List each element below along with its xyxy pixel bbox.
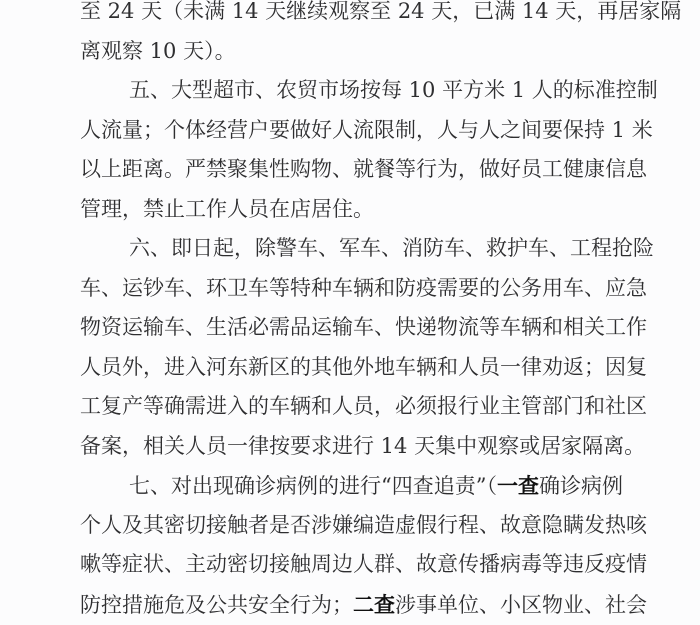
text-segment: 确诊病例 <box>538 474 623 498</box>
text-line: 工复产等确需进入的车辆和人员，必须报行业主管部门和社区 <box>80 394 647 418</box>
document-body <box>80 0 682 624</box>
text-line <box>80 585 647 625</box>
text-line: 备案，相关人员一律按要求进行 14 天集中观察或居家隔离。 <box>80 433 646 458</box>
paragraph-six-start: 六、即日起，除警车、军车、消防车、救护车、工程抢险 <box>129 236 654 260</box>
text-line: 嗽等症状、主动密切接触周边人群、故意传播病毒等违反疫情 <box>80 552 647 576</box>
text-line: 车、运钞车、环卫车等特种车辆和防疫需要的公务用车、应急 <box>80 275 647 300</box>
text-segment: 七、对出现确诊病例的进行“四查追责”（ <box>129 474 497 498</box>
text-line: 至 24 天（未满 14 天继续观察至 24 天，已满 14 天，再居家隔 <box>80 0 682 23</box>
paragraph-seven-start <box>80 466 623 506</box>
bold-term: 二查 <box>353 591 395 617</box>
text-line: 物资运输车、生活必需品运输车、快递物流等车辆和相关工作 <box>80 315 647 339</box>
text-line: 离观察 10 天）。 <box>80 38 236 63</box>
bold-term: 一查 <box>496 473 539 498</box>
text-line: 人员外，进入河东新区的其他外地车辆和人员一律劝返；因复 <box>80 354 647 379</box>
text-segment: 防控措施危及公共安全行为； <box>80 592 353 617</box>
text-line: 个人及其密切接触者是否涉嫌编造虚假行程、故意隐瞒发热咳 <box>80 512 647 537</box>
text-line: 管理，禁止工作人员在店居住。 <box>80 196 374 221</box>
text-segment: 涉事单位、小区物业、社会 <box>395 592 647 617</box>
text-line: 以上距离。严禁聚集性购物、就餐等行为，做好员工健康信息 <box>80 157 647 181</box>
text-line: 人流量；个体经营户要做好人流限制，人与人之间要保持 1 米 <box>80 117 653 142</box>
paragraph-five-start: 五、大型超市、农贸市场按每 10 平方米 1 人的标准控制 <box>129 78 658 102</box>
